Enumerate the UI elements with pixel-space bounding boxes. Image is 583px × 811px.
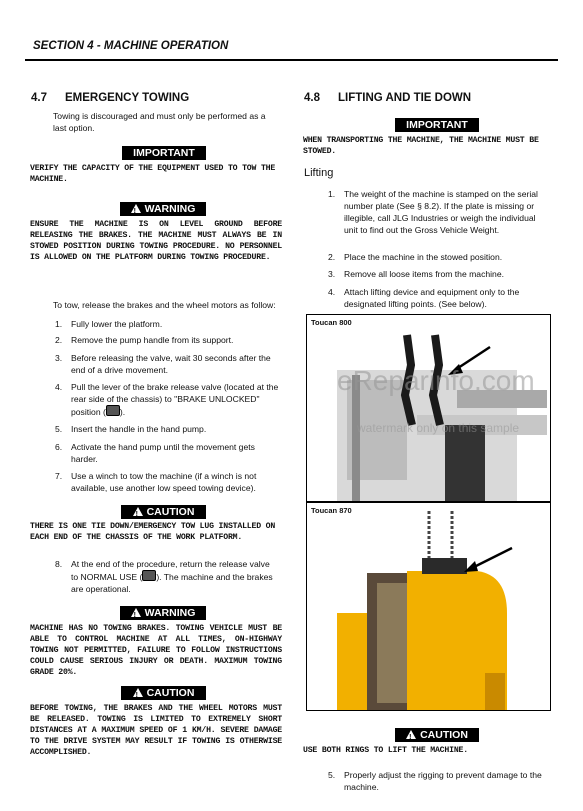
intro-text: Towing is discouraged and must only be performed as a last option. xyxy=(53,111,266,133)
photo-label: Toucan 870 xyxy=(311,506,352,515)
caution-badge-1: !CAUTION xyxy=(121,505,206,519)
section-header: SECTION 4 - MACHINE OPERATION xyxy=(33,40,229,52)
section-title: LIFTING AND TIE DOWN xyxy=(338,92,472,104)
header-rule xyxy=(25,59,558,61)
normal-use-icon xyxy=(142,570,156,581)
lifting-subheading: Lifting xyxy=(304,167,334,179)
watermark: eReparinfo.com xyxy=(337,365,535,396)
section-title: EMERGENCY TOWING xyxy=(65,92,190,104)
caution-text-2: BEFORE TOWING, THE BRAKES AND THE WHEEL MOTORS MUST BE RELEASED. TOWING IS LIMITED TO EXTREMELY SHORT DISTANCES AT A MAXIMUM SPEED OF 1 KM/H. SEVERE DAMAGE TO THE DRIVE SYSTEM MAY RESULT IF TOWING IS OTHERWISE ACCOMPLISHED. xyxy=(30,704,282,757)
warning-text-2: MACHINE HAS NO TOWING BRAKES. TOWING VEHICLE MUST BE ABLE TO CONTROL MACHINE AT ALL TIMES, ON-HIGHWAY TOWING NOT PERMITTED, FAILURE TO FOLLOW INSTRUCTIONS COULD CAUSE SERIOUS INJURY OR DEATH. MAXIMUM TOWING GRADE 20%. xyxy=(30,624,282,677)
brake-unlocked-icon xyxy=(106,405,120,416)
toucan-870-image xyxy=(307,503,550,710)
warning-icon xyxy=(133,507,143,516)
important-text: VERIFY THE CAPACITY OF THE EQUIPMENT USED TO TOW THE MACHINE. xyxy=(30,164,276,184)
section-4-7-heading xyxy=(31,92,189,104)
important-badge: IMPORTANT xyxy=(395,118,479,132)
warning-badge-1: !WARNING xyxy=(120,202,206,216)
photo-toucan-870 xyxy=(306,502,551,711)
warning-icon xyxy=(131,204,141,213)
warning-icon xyxy=(133,688,143,697)
section-4-8-heading xyxy=(304,92,471,104)
warning-icon xyxy=(406,730,416,739)
important-text: WHEN TRANSPORTING THE MACHINE, THE MACHINE MUST BE STOWED. xyxy=(303,136,539,156)
caution-badge-3: !CAUTION xyxy=(395,728,479,742)
toucan-800-image xyxy=(307,315,550,501)
section-number: 4.7 xyxy=(31,92,47,104)
caution-text-3: USE BOTH RINGS TO LIFT THE MACHINE. xyxy=(303,746,468,755)
tow-intro: To tow, release the brakes and the wheel motors as follow: xyxy=(53,300,276,310)
caution-text-1: THERE IS ONE TIE DOWN/EMERGENCY TOW LUG INSTALLED ON EACH END OF THE CHASSIS OF THE WORK PLATFORM. xyxy=(30,522,276,542)
caution-badge-2: !CAUTION xyxy=(121,686,206,700)
important-badge: IMPORTANT xyxy=(122,146,206,160)
warning-text-1: ENSURE THE MACHINE IS ON LEVEL GROUND BEFORE RELEASING THE BRAKES. THE MACHINE MUST ALWAYS BE IN STOWED POSITION DURING TOWING PROCEDURE. NO PERSONNEL IS ALLOWED ON THE PLATFORM DURING TOWING PROCEDURE. xyxy=(30,220,282,262)
section-number: 4.8 xyxy=(304,92,320,104)
photo-toucan-800 xyxy=(306,314,551,502)
warning-badge-2: !WARNING xyxy=(120,606,206,620)
warning-icon xyxy=(131,608,141,617)
watermark-caption: watermark only on this sample xyxy=(357,421,520,435)
photo-label: Toucan 800 xyxy=(311,318,352,327)
